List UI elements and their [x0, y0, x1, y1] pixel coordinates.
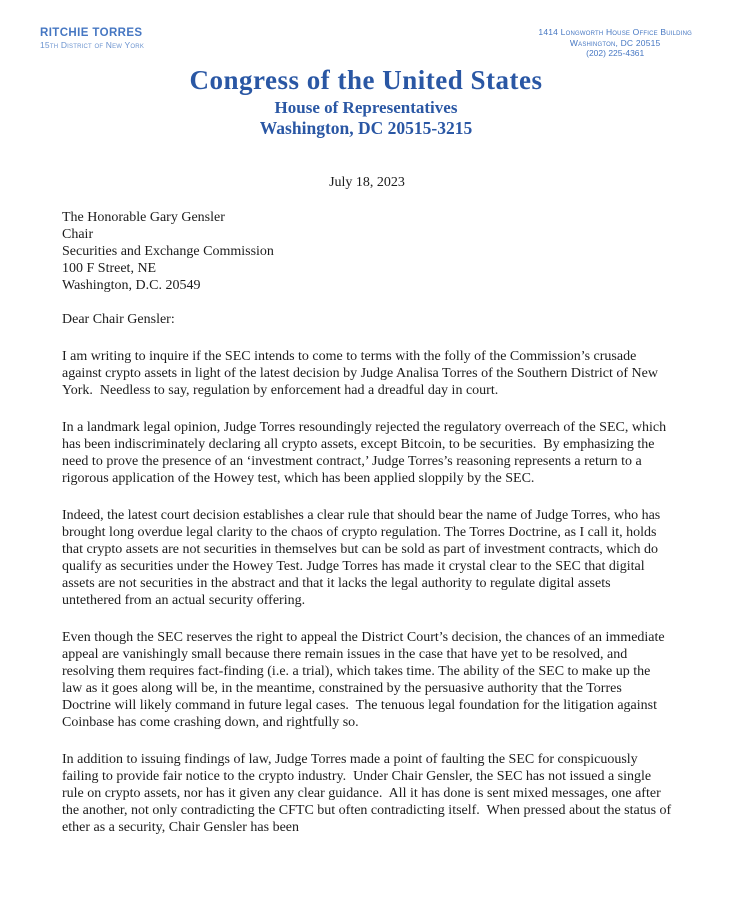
- letterhead: [0, 0, 732, 59]
- recipient-block: [62, 209, 672, 294]
- salutation: Dear Chair Gensler:: [62, 311, 175, 327]
- office-phone: (202) 225-4361: [586, 48, 645, 58]
- recipient-street: 100 F Street, NE: [62, 260, 157, 276]
- masthead-address-line: Washington, DC 20515-3215: [259, 117, 473, 138]
- letter-body: [62, 174, 675, 836]
- paragraph-3: Indeed, the latest court decision establishes a clear rule that should bear the name of Judge Torres, who has brought long overdue legal clarity to the chaos of crypto regulation. The Torres Doctrine, as I call it, holds that crypto assets are not securities in themselves but can be sold as part of investment contracts, which do qualify as securities under the Howey Test. Judge Torres has made it crystal clear to the SEC that digital assets are not securities in the abstract and that it lacks the legal authority to regulate digital assets untethered from an actual security offering.: [62, 507, 664, 608]
- masthead: [0, 65, 732, 139]
- paragraph-1: I am writing to inquire if the SEC intends to come to terms with the folly of the Commission’s crusade against crypto assets in light of the latest decision by Judge Analisa Torres of the Southern District of New York. Needless to say, regulation by enforcement had a dreadful day in court.: [62, 348, 661, 398]
- paragraph-5: In addition to issuing findings of law, Judge Torres made a point of faulting the SEC for conspicuously failing to provide fair notice to the crypto industry. Under Chair Gensler, the SEC has not issued a single rule on crypto assets, nor has it given any clear guidance. All it has done is sent mixed messages, one after the another, not only contradicting the CFTC but often contradicting itself. When pressed about the status of ether as a security, Chair Gensler has been: [62, 751, 675, 835]
- letter-date: July 18, 2023: [329, 174, 405, 190]
- member-block: [40, 27, 144, 50]
- recipient-organization: Securities and Exchange Commission: [62, 243, 274, 259]
- member-name: RITCHIE TORRES: [40, 27, 143, 39]
- recipient-city: Washington, D.C. 20549: [62, 277, 201, 293]
- recipient-name: The Honorable Gary Gensler: [62, 209, 225, 225]
- member-district: 15th District of New York: [40, 40, 145, 50]
- office-block: [538, 27, 692, 59]
- masthead-congress-line: Congress of the United States: [189, 64, 543, 95]
- masthead-house-line: House of Representatives: [274, 97, 458, 117]
- recipient-title: Chair: [62, 226, 94, 242]
- paragraph-4: Even though the SEC reserves the right to appeal the District Court’s decision, the chances of an immediate appeal are vanishingly small because there remain issues in the case that have yet to be resolved, and resolving them requires fact-finding (i.e. a trial), which takes time. The ability of the SEC to make up the law as it goes along will be, in the meantime, constrained by the persuasive authority that the Torres Doctrine will likely command in future legal cases. The tenuous legal foundation for the litigation against Coinbase has come crashing down, and rightfully so.: [62, 629, 669, 730]
- office-address-line1: 1414 Longworth House Office Building: [538, 27, 692, 37]
- office-address-line2: Washington, DC 20515: [569, 37, 661, 48]
- paragraph-2: In a landmark legal opinion, Judge Torres resoundingly rejected the regulatory overreach of the SEC, which has been indiscriminately declaring all crypto assets, except Bitcoin, to be securities. By emphasizing the need to prove the presence of an ‘investment contract,’ Judge Torres’s reasoning represents a return to a rigorous application of the Howey test, which has been applied sloppily by the SEC.: [62, 419, 670, 486]
